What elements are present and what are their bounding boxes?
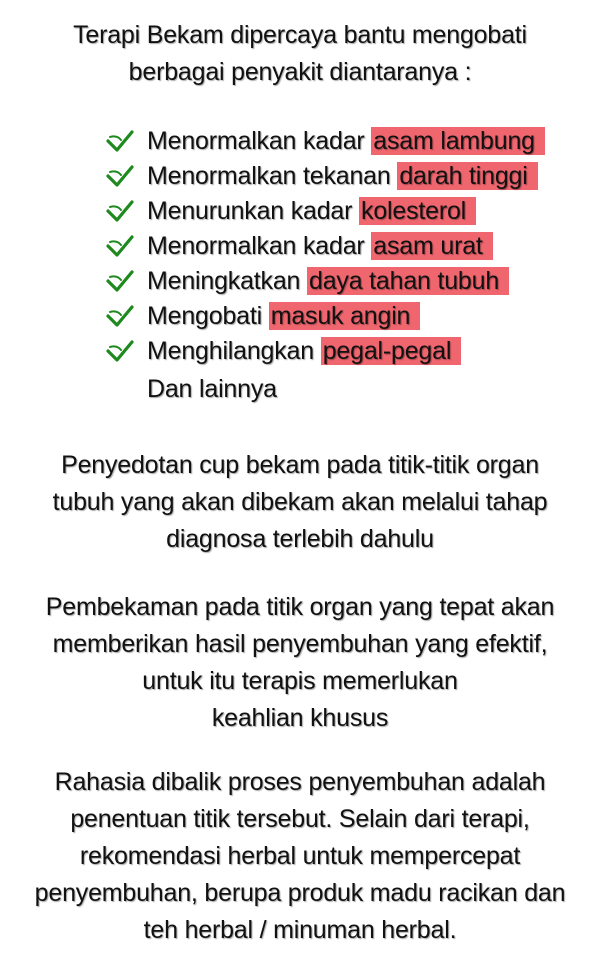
checkmark-icon xyxy=(105,129,135,155)
benefit-highlight: masuk angin xyxy=(269,302,421,330)
paragraph-expertise xyxy=(0,589,600,737)
benefit-text xyxy=(147,334,461,369)
intro-line: berbagai penyakit diantaranya : xyxy=(128,58,472,86)
paragraph-line: tubuh yang akan dibekam akan melalui tahap xyxy=(52,488,548,516)
checkmark-icon xyxy=(105,269,135,295)
paragraph-line: diagnosa terlebih dahulu xyxy=(166,525,434,553)
paragraph-line: untuk itu terapis memerlukan xyxy=(142,667,458,695)
paragraph-diagnosis xyxy=(0,447,600,558)
benefit-text xyxy=(147,194,476,229)
checkmark-icon xyxy=(105,304,135,330)
benefit-item xyxy=(105,299,585,334)
benefit-item xyxy=(105,194,585,229)
benefit-highlight: asam urat xyxy=(371,232,492,260)
benefit-prefix: Menurunkan kadar xyxy=(147,197,353,225)
benefit-list-trailing: Dan lainnya xyxy=(147,375,277,403)
benefit-highlight: kolesterol xyxy=(359,197,476,225)
benefit-prefix: Menghilangkan xyxy=(147,337,314,365)
benefit-prefix: Menormalkan kadar xyxy=(147,127,365,155)
benefit-list xyxy=(105,124,585,369)
benefit-prefix: Menormalkan kadar xyxy=(147,232,365,260)
paragraph-line: Penyedotan cup bekam pada titik-titik organ xyxy=(61,451,539,479)
benefit-text xyxy=(147,264,509,299)
paragraph-line: Rahasia dibalik proses penyembuhan adalah xyxy=(54,768,546,796)
paragraph-line: memberikan hasil penyembuhan yang efektif, xyxy=(52,630,548,658)
benefit-prefix: Mengobati xyxy=(147,302,262,330)
benefit-text xyxy=(147,229,493,264)
benefit-item xyxy=(105,159,585,194)
benefit-text xyxy=(147,124,545,159)
checkmark-icon xyxy=(105,164,135,190)
checkmark-icon xyxy=(105,234,135,260)
checkmark-icon xyxy=(105,199,135,225)
paragraph-line: teh herbal / minuman herbal. xyxy=(143,916,457,944)
intro-line: Terapi Bekam dipercaya bantu mengobati xyxy=(73,21,527,49)
benefit-prefix: Menormalkan tekanan xyxy=(147,162,391,190)
paragraph-line: penyembuhan, berupa produk madu racikan dan xyxy=(34,879,566,907)
benefit-text xyxy=(147,299,420,334)
benefit-highlight: asam lambung xyxy=(371,127,545,155)
benefit-item xyxy=(105,124,585,159)
paragraph-line: penentuan titik tersebut. Selain dari terapi, xyxy=(70,805,530,833)
benefit-highlight: daya tahan tubuh xyxy=(307,267,509,295)
paragraph-line: keahlian khusus xyxy=(211,704,389,732)
benefit-item xyxy=(105,264,585,299)
intro-text xyxy=(0,17,600,91)
benefit-text xyxy=(147,159,538,194)
paragraph-line: Pembekaman pada titik organ yang tepat akan xyxy=(45,593,555,621)
benefit-item xyxy=(105,229,585,264)
benefit-highlight: pegal-pegal xyxy=(321,337,461,365)
benefit-item xyxy=(105,334,585,369)
paragraph-line: rekomendasi herbal untuk mempercepat xyxy=(79,842,521,870)
benefit-highlight: darah tinggi xyxy=(397,162,537,190)
checkmark-icon xyxy=(105,339,135,365)
benefit-prefix: Meningkatkan xyxy=(147,267,301,295)
paragraph-herbal xyxy=(0,764,600,949)
